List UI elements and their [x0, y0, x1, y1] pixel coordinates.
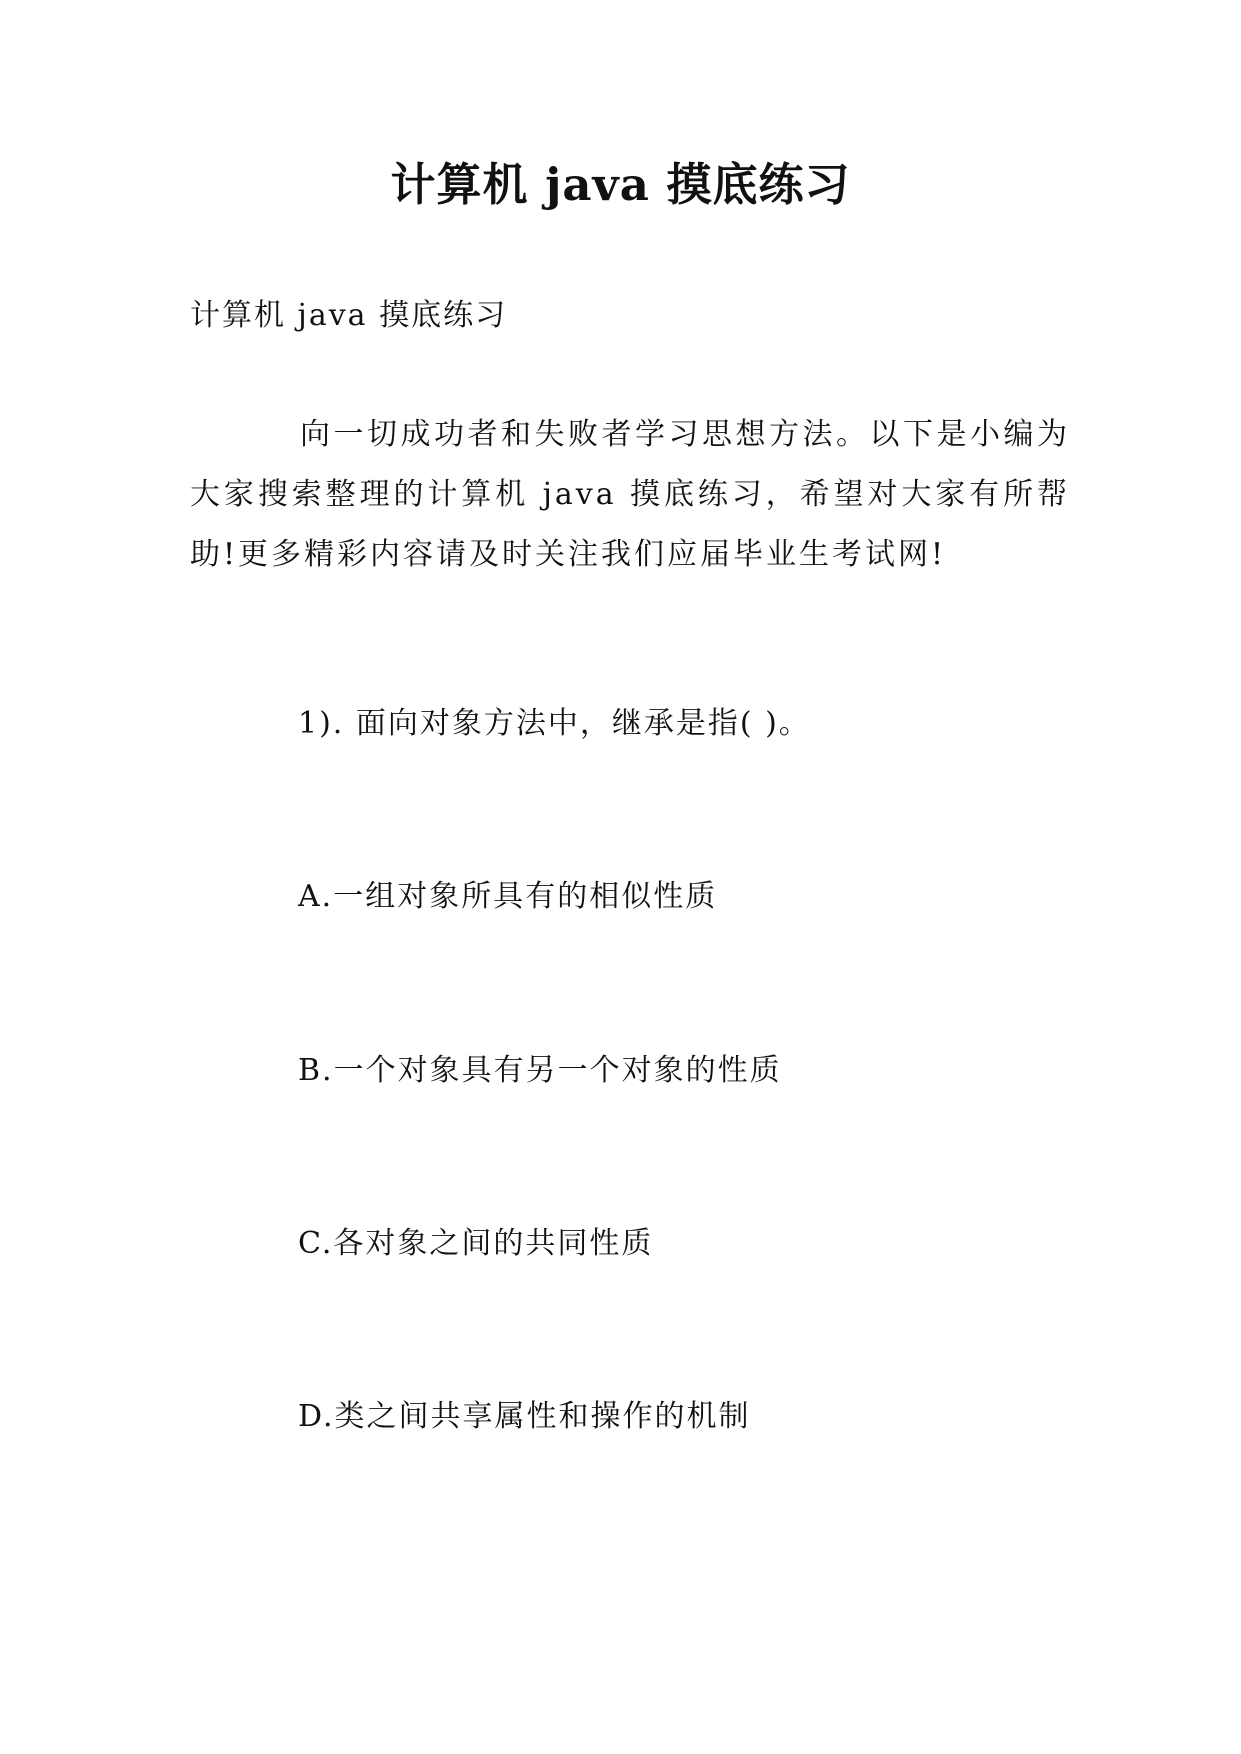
- option-d: D.类之间共享属性和操作的机制: [298, 1399, 751, 1434]
- option-a: A.一组对象所具有的相似性质: [298, 879, 718, 914]
- document-subtitle: 计算机 java 摸底练习: [190, 298, 508, 333]
- question-text: 1). 面向对象方法中，继承是指( )。: [298, 706, 811, 741]
- option-c: C.各对象之间的共同性质: [298, 1226, 654, 1261]
- option-b: B.一个对象具有另一个对象的性质: [298, 1053, 782, 1088]
- page-title: 计算机 java 摸底练习: [390, 158, 851, 211]
- intro-paragraph: 向一切成功者和失败者学习思想方法。以下是小编为大家搜索整理的计算机 java 摸底练习，希望对大家有所帮助!更多精彩内容请及时关注我们应届毕业生考试网!: [190, 417, 1070, 572]
